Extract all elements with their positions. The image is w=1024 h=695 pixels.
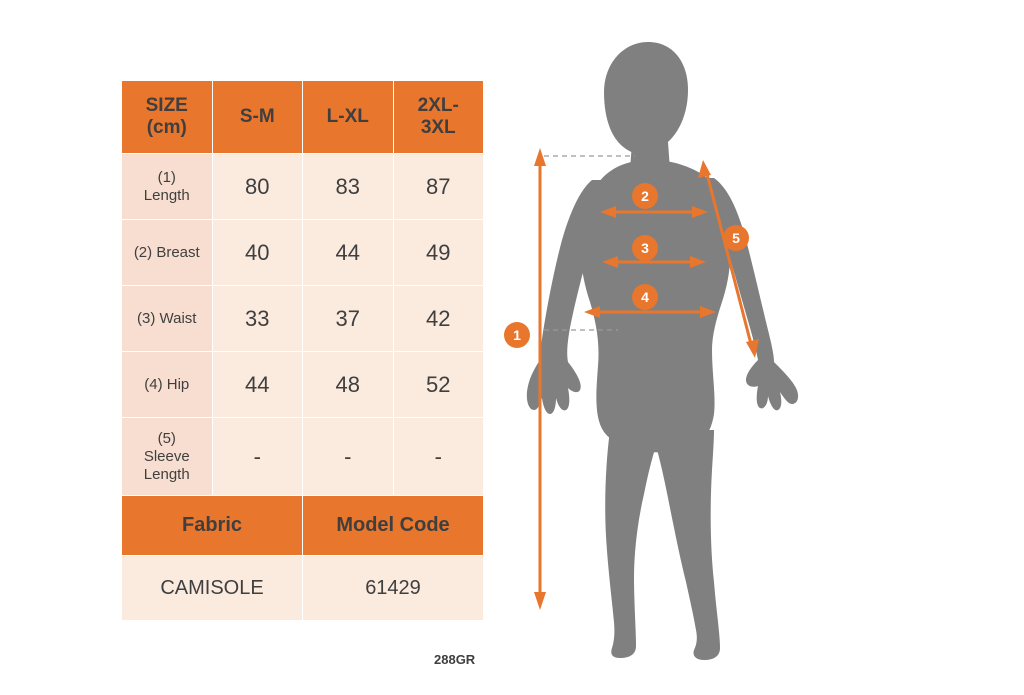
column-header-l-xl [303, 81, 394, 154]
cell-sleeve-l-xl: - [303, 418, 394, 496]
column-header-size-line1: SIZE [145, 95, 188, 117]
row-label-hip [122, 352, 213, 418]
cell-length-l-xl: 83 [303, 154, 394, 220]
column-header-2xl-3xl-line1: 2XL- [417, 95, 459, 117]
column-header-2xl-3xl [393, 81, 484, 154]
row-label-sleeve-length [122, 418, 213, 496]
female-silhouette-icon [527, 42, 798, 660]
row-label-hip-line1: (4) Hip [144, 375, 190, 393]
cell-hip-s-m: 44 [212, 352, 303, 418]
badge-5-sleeve-length: 5 [723, 225, 749, 251]
product-code-label: 288GR [434, 652, 476, 667]
table-row [122, 352, 484, 418]
row-label-sleeve-line3: Length [143, 465, 190, 483]
row-label-length [122, 154, 213, 220]
badge-4-hip: 4 [632, 284, 658, 310]
table-row [122, 418, 484, 496]
footer-header-fabric: Fabric [122, 496, 303, 556]
table-header-row [122, 81, 484, 154]
cell-breast-s-m: 40 [212, 220, 303, 286]
cell-breast-l-xl: 44 [303, 220, 394, 286]
cell-hip-l-xl: 48 [303, 352, 394, 418]
column-header-l-xl-line1: L-XL [326, 106, 369, 128]
row-label-length-line2: Length [143, 186, 190, 204]
footer-header-model-code: Model Code [303, 496, 484, 556]
row-label-waist [122, 286, 213, 352]
cell-waist-l-xl: 37 [303, 286, 394, 352]
badge-3-waist: 3 [632, 235, 658, 261]
row-label-sleeve-line2: Sleeve [143, 447, 190, 465]
table-body [122, 154, 484, 621]
column-header-s-m [212, 81, 303, 154]
table-row [122, 154, 484, 220]
badge-1-length: 1 [504, 322, 530, 348]
table-header [122, 81, 484, 154]
figure-area [500, 30, 1020, 660]
cell-hip-2xl-3xl: 52 [393, 352, 484, 418]
column-header-2xl-3xl-line2: 3XL [420, 117, 456, 138]
footer-value-fabric: CAMISOLE [122, 556, 303, 621]
table-row [122, 286, 484, 352]
cell-waist-s-m: 33 [212, 286, 303, 352]
cell-waist-2xl-3xl: 42 [393, 286, 484, 352]
body-silhouette-diagram [500, 30, 1020, 660]
footer-value-model-code: 61429 [303, 556, 484, 621]
table-footer-header-row [122, 496, 484, 556]
row-label-breast [122, 220, 213, 286]
table-footer-value-row [122, 556, 484, 621]
column-header-s-m-line1: S-M [239, 106, 275, 128]
cell-sleeve-2xl-3xl: - [393, 418, 484, 496]
column-header-size [122, 81, 213, 154]
cell-sleeve-s-m: - [212, 418, 303, 496]
cell-length-s-m: 80 [212, 154, 303, 220]
row-label-breast-line1: (2) Breast [133, 243, 200, 261]
cell-length-2xl-3xl: 87 [393, 154, 484, 220]
row-label-waist-line1: (3) Waist [137, 309, 197, 327]
row-label-length-line1: (1) [157, 168, 176, 186]
column-header-size-line2: (cm) [146, 117, 187, 138]
size-chart-table [121, 80, 484, 621]
badge-2-breast: 2 [632, 183, 658, 209]
row-label-sleeve-line1: (5) [157, 429, 176, 447]
table-row [122, 220, 484, 286]
cell-breast-2xl-3xl: 49 [393, 220, 484, 286]
